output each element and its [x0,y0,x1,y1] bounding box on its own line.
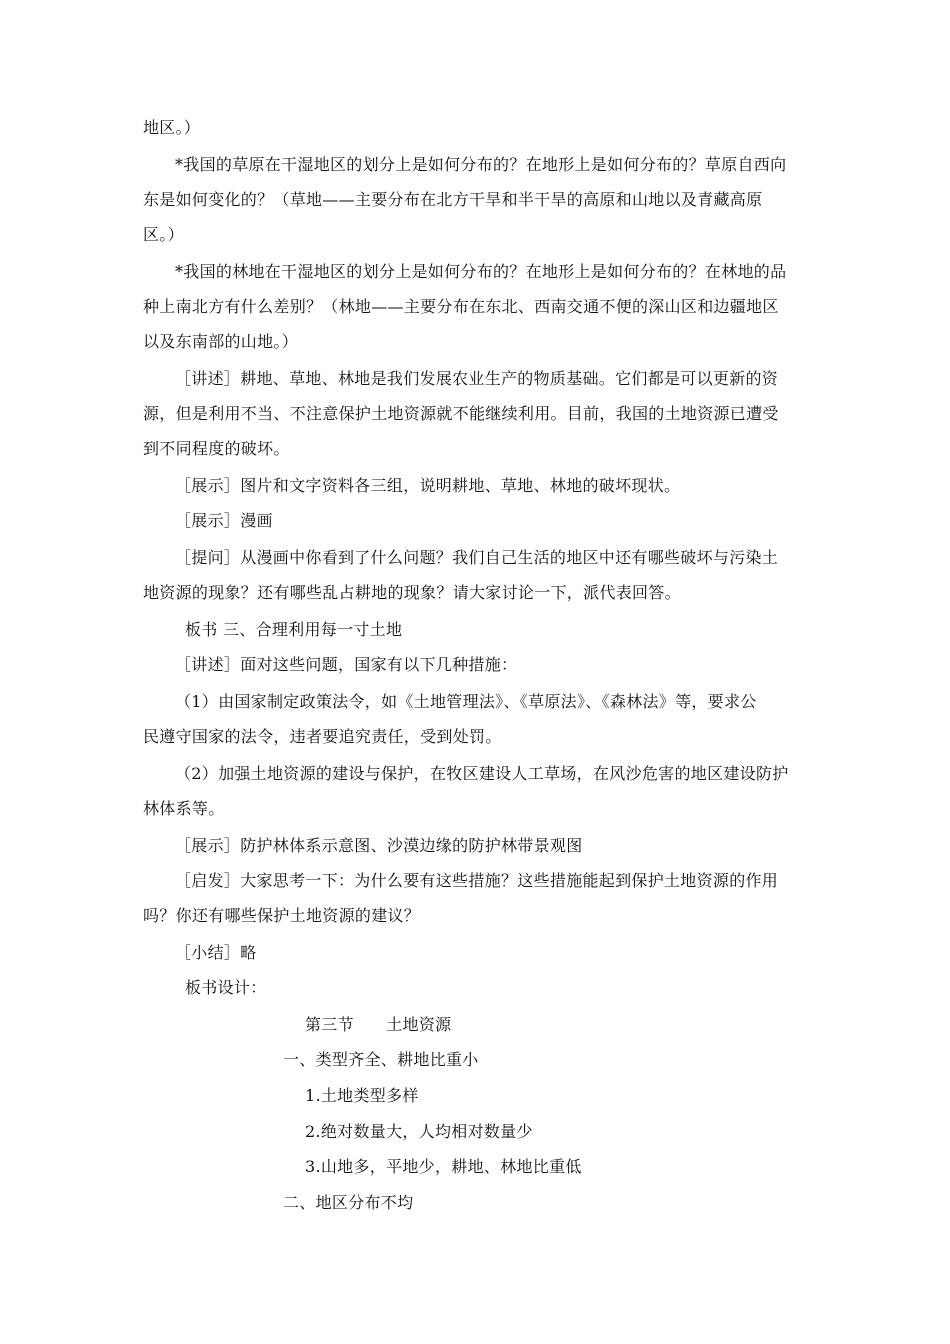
text-line: ［提问］从漫画中你看到了什么问题？我们自己生活的地区中还有哪些破坏与污染土 [175,548,779,567]
text-line: ［展示］图片和文字资料各三组，说明耕地、草地、林地的破坏现状。 [175,476,681,495]
text-line: 到不同程度的破坏。 [143,439,290,458]
text-line: 地资源的现象？还有哪些乱占耕地的现象？请大家讨论一下，派代表回答。 [143,583,681,602]
board-subitem: 2.绝对数量大，人均相对数量少 [305,1122,533,1141]
text-line: ［小结］略 [175,943,257,962]
text-line: （2）加强土地资源的建设与保护，在牧区建设人工草场，在风沙危害的地区建设防护 [175,764,789,783]
text-line: ［讲述］耕地、草地、林地是我们发展农业生产的物质基础。它们都是可以更新的资 [175,369,779,388]
text-line: ［展示］防护林体系示意图、沙漠边缘的防护林带景观图 [175,836,583,855]
text-line: 区。） [143,225,184,244]
text-line: 民遵守国家的法令，违者要追究责任，受到处罚。 [143,727,502,746]
board-item: 一、类型齐全、耕地比重小 [283,1050,479,1069]
text-line: *我国的林地在干湿地区的划分上是如何分布的？在地形上是如何分布的？在林地的品 [175,262,787,281]
text-line: *我国的草原在干湿地区的划分上是如何分布的？在地形上是如何分布的？草原自西向 [175,155,787,174]
text-line: 林体系等。 [143,799,225,818]
board-heading: 第三节 土地资源 [305,1015,452,1034]
text-line: 东是如何变化的？（草地——主要分布在北方干旱和半干旱的高原和山地以及青藏高原 [143,190,763,209]
text-line: ［讲述］面对这些问题，国家有以下几种措施： [175,655,518,674]
board-subitem: 1.土地类型多样 [305,1086,419,1105]
text-line: ［启发］大家思考一下：为什么要有这些措施？这些措施能起到保护土地资源的作用 [175,871,779,890]
text-line: 板书设计： [185,978,267,997]
text-line: 板书 三、合理利用每一寸土地 [185,620,403,639]
board-item: 二、地区分布不均 [283,1193,414,1212]
board-subitem: 3.山地多，平地少，耕地、林地比重低 [305,1157,582,1176]
text-line: （1）由国家制定政策法令，如《土地管理法》、《草原法》、《森林法》等，要求公 [175,692,757,711]
text-line: 吗？你还有哪些保护土地资源的建议？ [143,906,421,925]
text-line: 地区。） [143,118,201,137]
text-line: 以及东南部的山地。） [143,332,299,351]
text-line: ［展示］漫画 [175,511,273,530]
text-line: 种上南北方有什么差别？（林地——主要分布在东北、西南交通不便的深山区和边疆地区 [143,297,779,316]
text-line: 源，但是利用不当、不注意保护土地资源就不能继续利用。目前，我国的土地资源已遭受 [143,404,779,423]
